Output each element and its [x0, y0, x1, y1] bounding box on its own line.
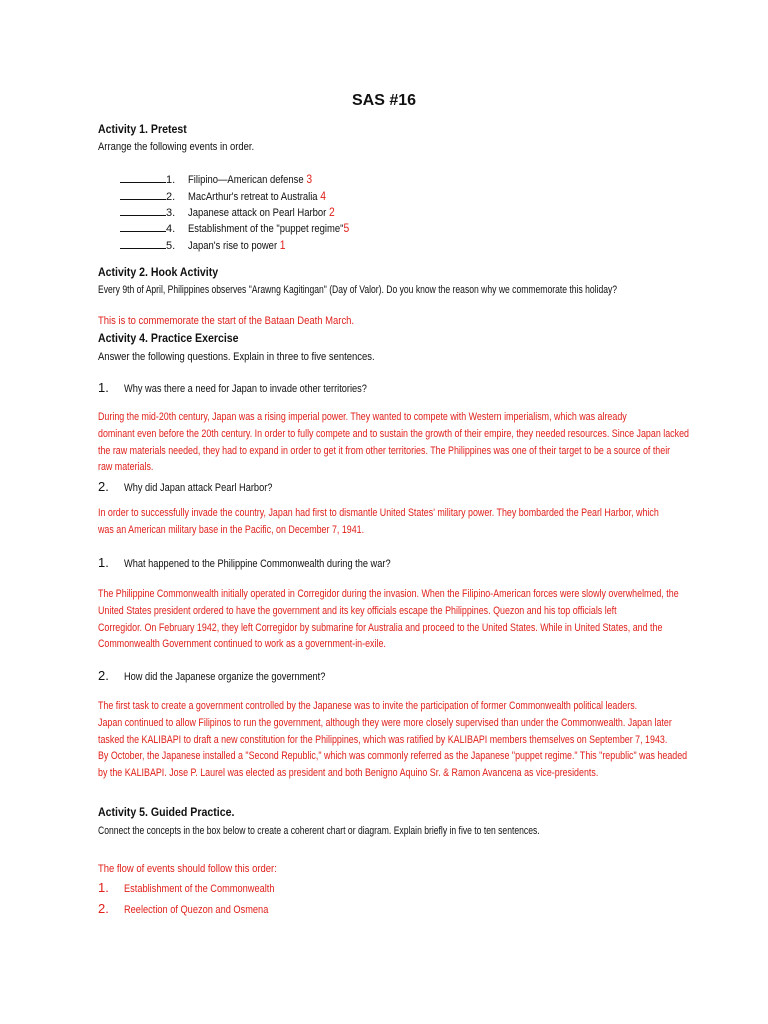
- pretest-answer: 5: [343, 221, 350, 235]
- answer-3: The Philippine Commonwealth initially operated in Corregidor during the invasion. When the Filipino-American forces were slowly overwhelmed, the United States president ordered to have the government and its key officials escape the Philippines. Quezon and his top officials left Corregidor. On February 1942, they left Corregidor by submarine for Australia and proceed to the United States. While in United States, and the Commonwealth Government continued to work as a government-in-exile.: [98, 588, 679, 651]
- answer-blank[interactable]: [120, 237, 166, 249]
- question-1: 1. Why was there a need for Japan to invade other territories?: [98, 380, 367, 395]
- activity5-answer-intro: The flow of events should follow this order:: [98, 863, 277, 875]
- activity5-instruction: Connect the concepts in the box below to create a coherent chart or diagram. Explain briefly in five to ten sentences.: [98, 825, 540, 837]
- pretest-answer: 1: [279, 238, 286, 252]
- question-3: 1. What happened to the Philippine Commonwealth during the war?: [98, 555, 391, 570]
- activity4-heading: Activity 4. Practice Exercise: [98, 333, 239, 345]
- pretest-item: 5. Japan's rise to power 1: [120, 237, 301, 252]
- answer-4: The first task to create a government controlled by the Japanese was to invite the participation of former Commonwealth political leaders. Japan continued to allow Filipinos to run the government, although they were more closely supervised than under the Commonwealth. Japan later tasked the KALIBAPI to draft a new constitution for the Philippines, which was ratified by KALIBAPI members themselves on September 7, 1943. By October, the Japanese installed a "Second Republic," which was commonly referred as the Japanese "puppet regime." This "republic" was headed by the KALIBAPI. Jose P. Laurel was elected as president and both Benigno Aquino Sr. & Ramon Avancena as vice-presidents.: [98, 700, 688, 780]
- activity1-heading: Activity 1. Pretest: [98, 124, 187, 136]
- pretest-item: 3. Japanese attack on Pearl Harbor 2: [120, 204, 359, 219]
- answer-2: In order to successfully invade the country, Japan had first to dismantle United States' military power. They bombarded the Pearl Harbor, which was an American military base in the Pacific, on December 7, 1941.: [98, 507, 659, 536]
- activity5-heading: Activity 5. Guided Practice.: [98, 807, 235, 819]
- pretest-item: 1. Filipino—American defense 3: [120, 171, 332, 186]
- pretest-answer: 2: [328, 205, 335, 219]
- activity2-heading: Activity 2. Hook Activity: [98, 267, 219, 279]
- answer-blank[interactable]: [120, 204, 166, 216]
- pretest-answer: 4: [320, 189, 326, 203]
- answer-blank[interactable]: [120, 171, 166, 183]
- page-title: SAS #16: [351, 92, 417, 109]
- flow-item: 2. Reelection of Quezon and Osmena: [98, 901, 269, 916]
- answer-blank[interactable]: [120, 188, 166, 200]
- answer-blank[interactable]: [120, 220, 166, 232]
- pretest-answer: 3: [306, 172, 313, 186]
- question-4: 2. How did the Japanese organize the government?: [98, 668, 326, 683]
- pretest-item: 4. Establishment of the "puppet regime"5: [120, 220, 376, 235]
- activity2-question: Every 9th of April, Philippines observes "Arawng Kagitingan" (Day of Valor). Do you know the reason why we commemorate this holiday?: [98, 284, 618, 296]
- activity1-instruction: Arrange the following events in order.: [98, 141, 255, 153]
- activity2-answer: This is to commemorate the start of the Bataan Death March.: [98, 315, 355, 327]
- activity4-instruction: Answer the following questions. Explain in three to five sentences.: [98, 351, 375, 363]
- answer-1: During the mid-20th century, Japan was a rising imperial power. They wanted to compete with Western imperialism, which was already dominant even before the 20th century. In order to fully compete and to sustain the growth of their empire, they needed resources. Since Japan lacked the raw materials needed, they had to expand in order to get it from other territories. The Philippines was one of their target to be a source of their raw materials.: [98, 411, 689, 474]
- pretest-item: 2. MacArthur's retreat to Australia 4: [120, 188, 348, 203]
- flow-item: 1. Establishment of the Commonwealth: [98, 880, 275, 895]
- question-2: 2. Why did Japan attack Pearl Harbor?: [98, 479, 273, 494]
